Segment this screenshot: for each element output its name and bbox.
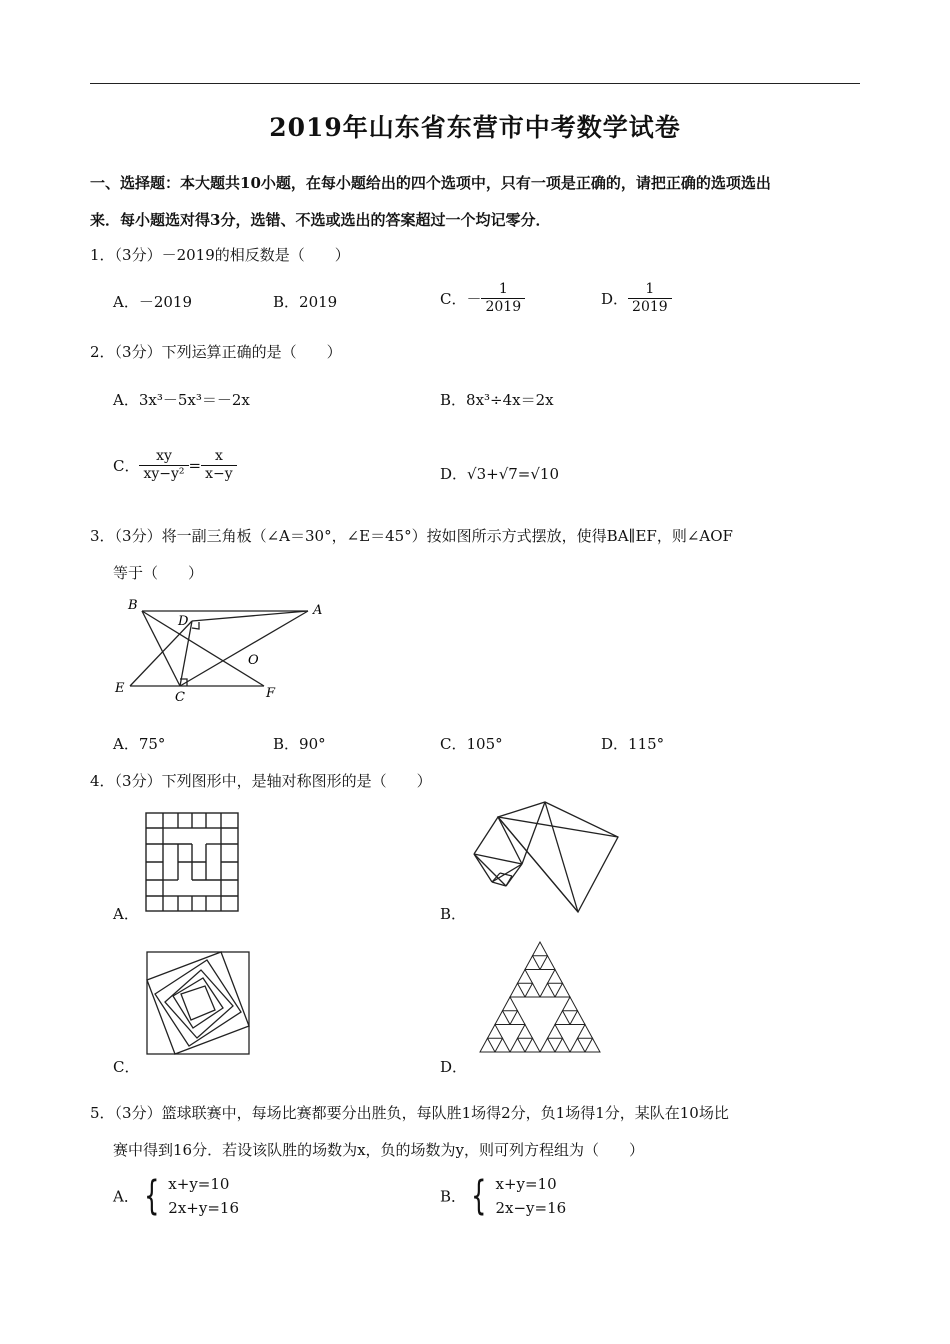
sierpinski-cell xyxy=(555,983,570,997)
q3-option-c: C．105° xyxy=(440,735,503,753)
q5-option-a xyxy=(113,1172,239,1220)
q3-label-o: O xyxy=(248,653,259,668)
sierpinski-cell xyxy=(570,1038,585,1052)
section-instructions-line2: 来．每小题选对得3分，选错、不选或选出的答案超过一个均记零分． xyxy=(90,211,551,229)
q5-b-system xyxy=(491,1172,566,1220)
q2-c-den2: x−y xyxy=(205,465,233,482)
sierpinski-cell xyxy=(488,1025,503,1039)
q1-c-numerator: 1 xyxy=(481,281,525,299)
sierpinski-cell xyxy=(548,970,563,984)
sierpinski-cell xyxy=(540,983,555,997)
q1-c-denominator: 2019 xyxy=(485,298,522,315)
q3-stem-line1: 3．（3分）将一副三角板（∠A＝30°，∠E＝45°）按如图所示方式摆放，使得BA∥EF，则∠AOF xyxy=(90,527,733,545)
q1-stem: 1．（3分）－2019的相反数是（ ） xyxy=(90,246,350,264)
q3-label-f: F xyxy=(266,686,276,701)
q4-figure-d-sierpinski-triangle xyxy=(478,940,602,1054)
sierpinski-cell xyxy=(548,1025,563,1039)
sierpinski-cell xyxy=(495,1038,510,1052)
q2-stem: 2．（3分）下列运算正确的是（ ） xyxy=(90,343,342,361)
sierpinski-cell xyxy=(540,956,555,970)
q5-a-eq1: x+y=10 xyxy=(168,1175,230,1193)
sierpinski-cell xyxy=(525,1038,540,1052)
sierpinski-cell xyxy=(525,983,540,997)
sierpinski-cell xyxy=(525,956,540,970)
sierpinski-cell xyxy=(518,1025,533,1039)
q2-c-fraction1 xyxy=(139,448,188,483)
page-title: 2019年山东省东营市中考数学试卷 xyxy=(269,113,681,142)
sierpinski-cell xyxy=(585,1038,600,1052)
header-rule xyxy=(90,83,860,84)
sierpinski-cell xyxy=(563,997,578,1011)
sierpinski-cell xyxy=(555,1038,570,1052)
q4-figure-c-nested-squares xyxy=(145,950,251,1056)
q1-option-d-fraction xyxy=(628,281,672,316)
q2-c-fraction2 xyxy=(201,448,237,483)
q2-c-num1: xy xyxy=(139,448,188,466)
sierpinski-cell xyxy=(570,1011,585,1025)
q2-option-c xyxy=(113,448,237,483)
q5-a-system xyxy=(164,1172,239,1220)
q4-option-d: D． xyxy=(440,1058,468,1076)
section-instructions-line1: 一、选择题：本大题共10小题，在每小题给出的四个选项中，只有一项是正确的，请把正确的选项选出 xyxy=(90,174,771,192)
q1-option-c-fraction xyxy=(481,281,525,316)
q2-option-c-label: C． xyxy=(113,456,140,475)
q1-option-d xyxy=(601,281,672,316)
sierpinski-cell xyxy=(510,983,525,997)
q5-a-eq2: 2x+y=16 xyxy=(168,1199,239,1217)
q4-option-c: C． xyxy=(113,1058,140,1076)
q4-option-b: B． xyxy=(440,905,467,923)
q2-c-num2: x xyxy=(201,448,237,466)
q5-option-a-label: A． xyxy=(113,1187,139,1206)
q3-label-e: E xyxy=(115,681,125,696)
q1-option-a: A．－2019 xyxy=(113,293,193,311)
q3-label-d: D xyxy=(178,614,189,629)
q5-b-brace: { xyxy=(471,1173,487,1219)
q2-option-d: D．√3+√7=√10 xyxy=(440,465,560,483)
q2-c-equals: = xyxy=(188,456,202,475)
sierpinski-cell xyxy=(533,942,548,956)
q4-option-a: A． xyxy=(113,905,139,923)
q3-label-b: B xyxy=(128,598,138,613)
q5-stem-line2: 赛中得到16分．若设该队胜的场数为x，负的场数为y，则可列方程组为（ ） xyxy=(113,1141,645,1159)
q1-option-d-label: D． xyxy=(601,289,629,308)
q1-d-numerator: 1 xyxy=(628,281,672,299)
sierpinski-cell xyxy=(540,1038,555,1052)
q5-option-b xyxy=(440,1172,566,1220)
q1-d-denominator: 2019 xyxy=(632,298,668,315)
q4-figure-b-triangle-spiral xyxy=(470,800,620,914)
sierpinski-cell xyxy=(495,1011,510,1025)
q5-option-b-label: B． xyxy=(440,1187,467,1206)
q5-b-eq1: x+y=10 xyxy=(495,1175,557,1193)
q1-option-c xyxy=(440,281,525,316)
sierpinski-cell xyxy=(503,997,518,1011)
q3-option-b: B．90° xyxy=(273,735,326,753)
sierpinski-cell xyxy=(578,1025,593,1039)
q3-option-d: D．115° xyxy=(601,735,665,753)
q1-option-b: B．2019 xyxy=(273,293,338,311)
sierpinski-cell xyxy=(518,970,533,984)
q3-triangle-figure xyxy=(112,597,332,707)
q1-option-c-label: C．－ xyxy=(440,289,482,308)
q2-option-a: A．3x³－5x³＝－2x xyxy=(113,391,250,409)
q3-option-a: A．75° xyxy=(113,735,166,753)
q5-a-brace: { xyxy=(143,1173,160,1219)
q5-stem-line1: 5．（3分）篮球联赛中，每场比赛都要分出胜负，每队胜1场得2分，负1场得1分，某队在10场比 xyxy=(90,1104,729,1122)
q3-label-a: A xyxy=(313,603,323,618)
sierpinski-cell xyxy=(510,1011,525,1025)
q2-c-den1: xy−y² xyxy=(143,465,185,482)
q5-b-eq2: 2x−y=16 xyxy=(495,1199,567,1217)
sierpinski-cell xyxy=(510,1038,525,1052)
q4-stem: 4．（3分）下列图形中，是轴对称图形的是（ ） xyxy=(90,772,432,790)
q2-option-b: B．8x³÷4x＝2x xyxy=(440,391,554,409)
sierpinski-cell xyxy=(555,1011,570,1025)
q3-label-c: C xyxy=(175,690,185,705)
q3-stem-line2: 等于（ ） xyxy=(113,564,204,582)
q4-figure-a-tile-pattern xyxy=(145,812,239,912)
sierpinski-cell xyxy=(480,1038,495,1052)
